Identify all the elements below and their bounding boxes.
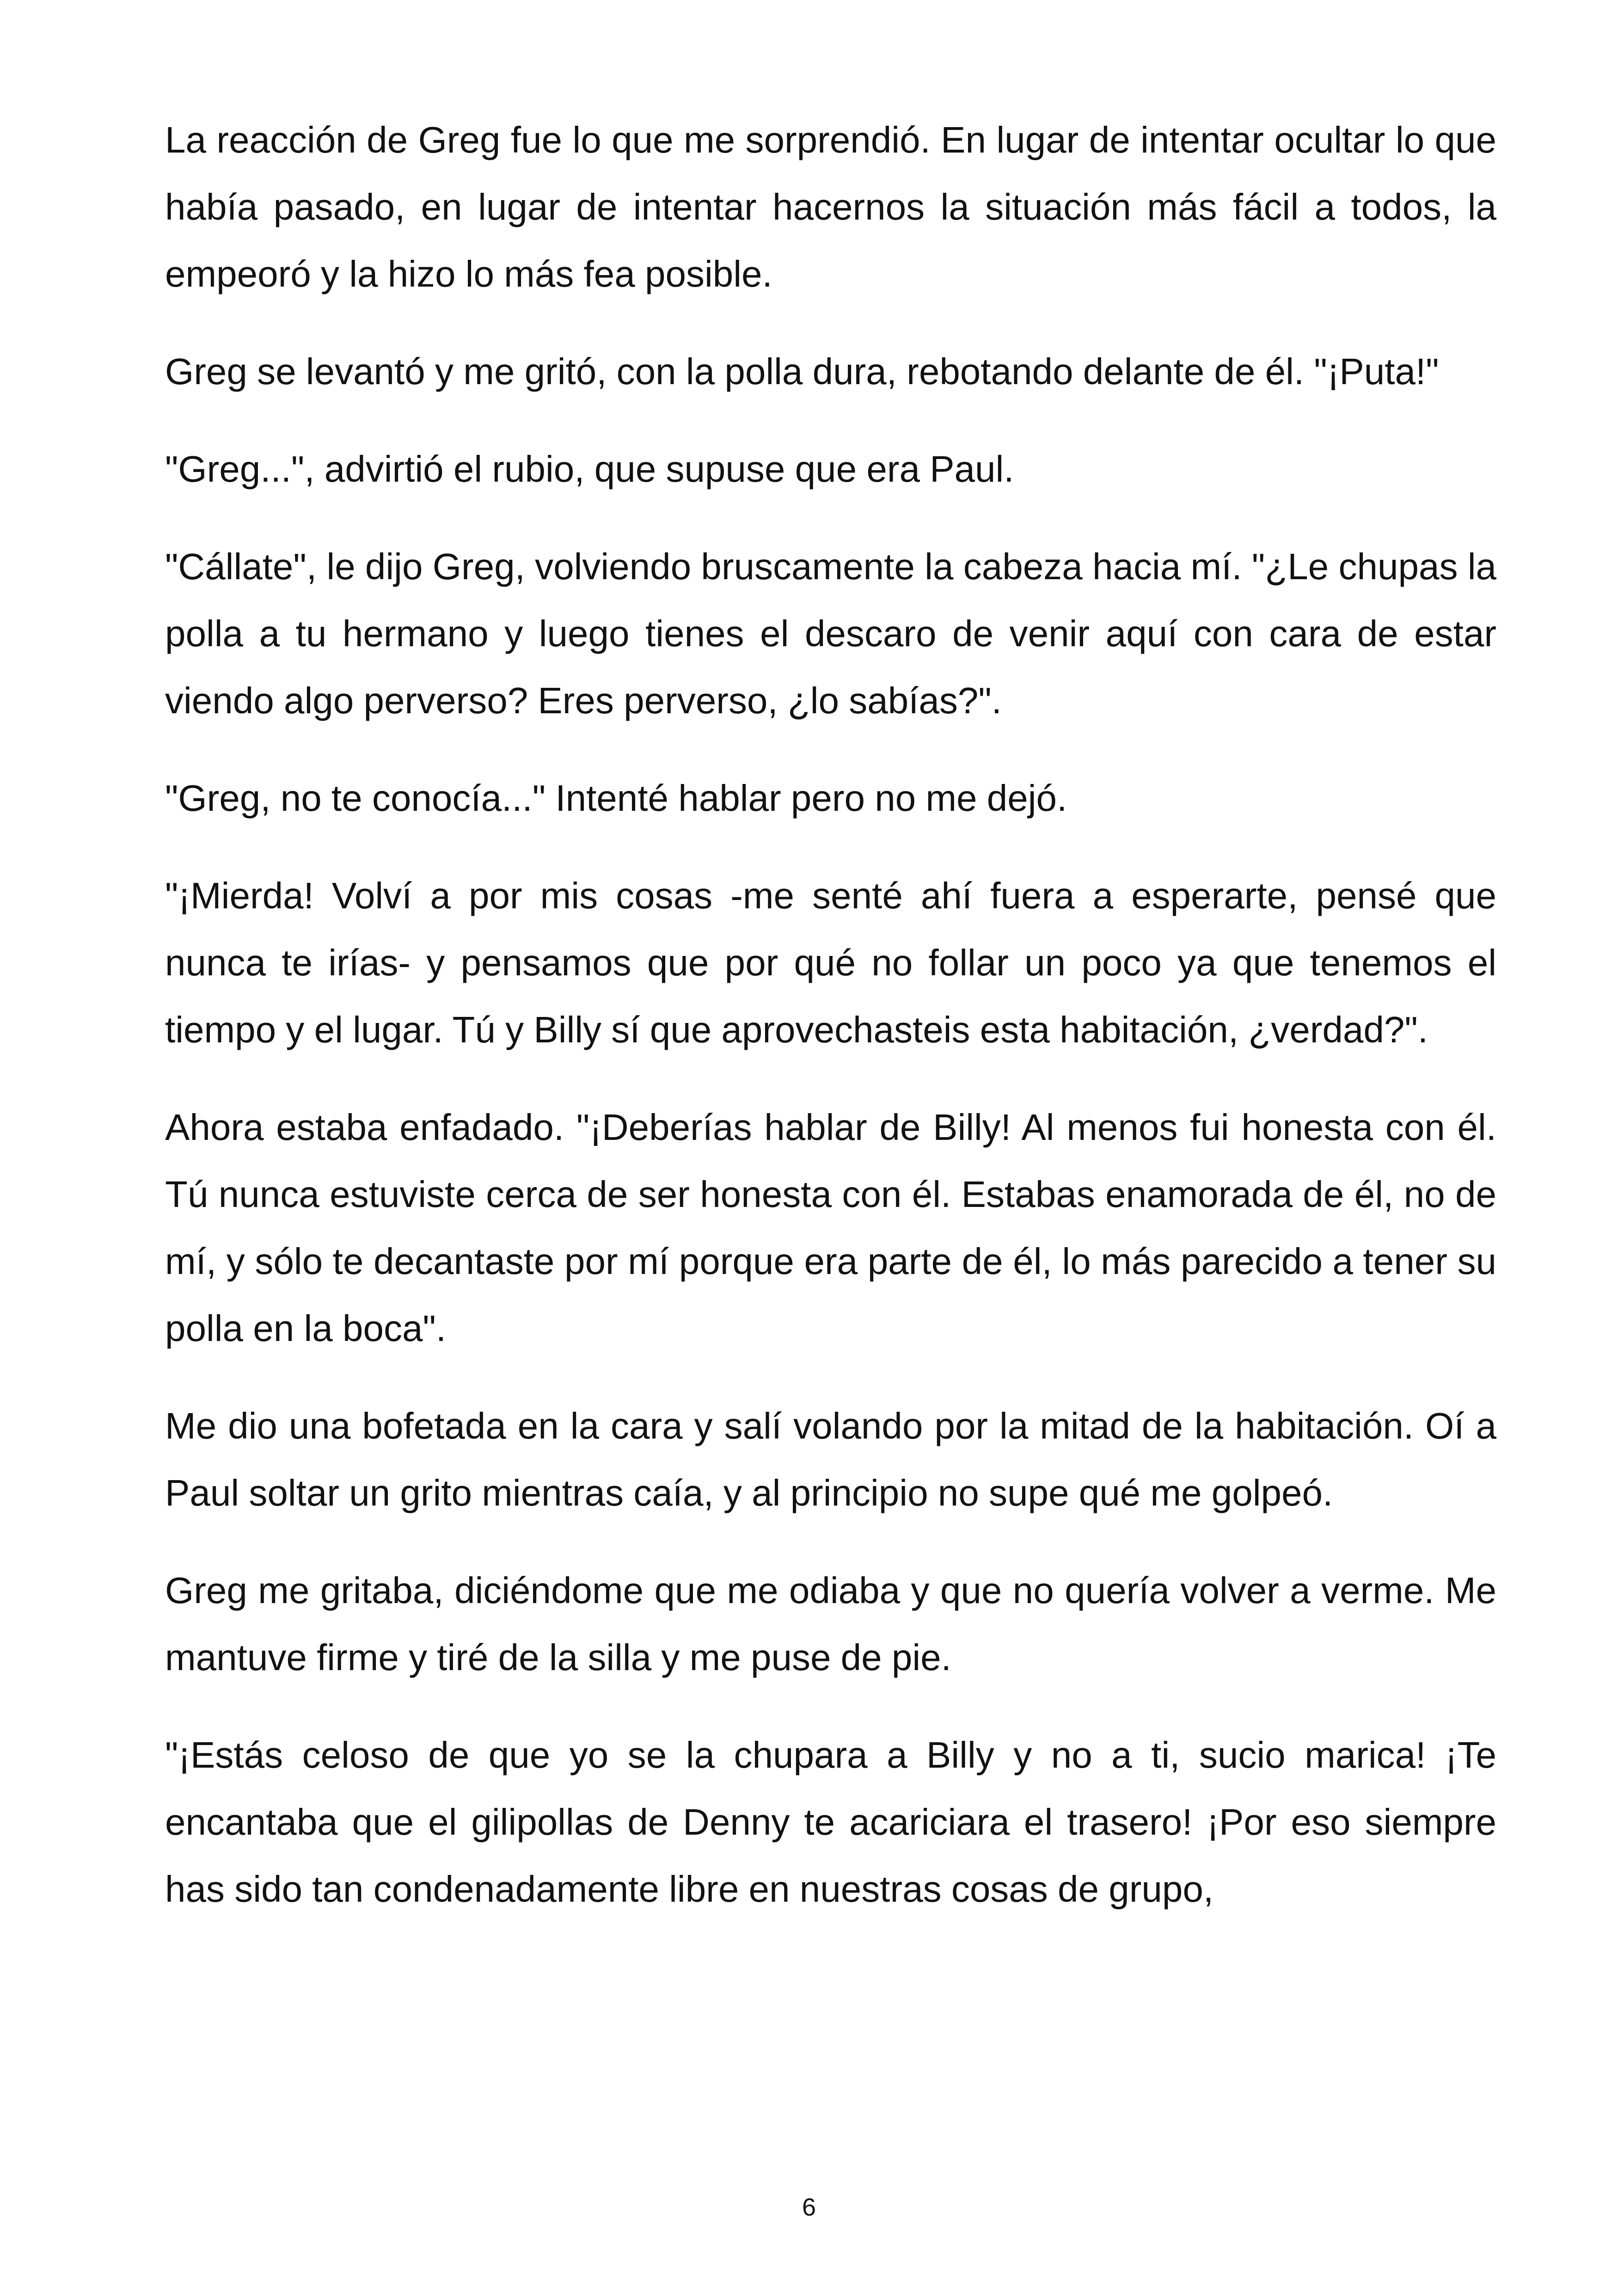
paragraph-9: Greg me gritaba, diciéndome que me odiaba y que no quería volver a verme. Me mantuve firme y tiré de la silla y me puse de pie. (165, 1570, 1496, 1678)
paragraph-6: "¡Mierda! Volví a por mis cosas -me senté ahí fuera a esperarte, pensé que nunca te irías- y pensamos que por qué no follar un poco ya que tenemos el tiempo y el lugar. Tú y Billy sí que aprovechasteis esta habitación, ¿verdad?". (165, 875, 1496, 1050)
paragraph-8: Me dio una bofetada en la cara y salí volando por la mitad de la habitación. Oí a Paul soltar un grito mientras caía, y al principio no supe qué me golpeó. (165, 1405, 1496, 1513)
paragraph-10: "¡Estás celoso de que yo se la chupara a Billy y no a ti, sucio marica! ¡Te encantaba que el gilipollas de Denny te acariciara el trasero! ¡Por eso siempre has sido tan condenadamente libre en nuestras cosas de grupo, (165, 1734, 1496, 1910)
page-body (165, 106, 1496, 1953)
page-number: 6 (802, 2193, 816, 2221)
paragraph-3: "Greg...", advirtió el rubio, que supuse que era Paul. (165, 448, 1014, 490)
paragraph-7: Ahora estaba enfadado. "¡Deberías hablar de Billy! Al menos fui honesta con él. Tú nunca estuviste cerca de ser honesta con él. Estabas enamorada de él, no de mí, y sólo te decantaste por mí porque era parte de él, lo más parecido a tener su polla en la boca". (165, 1107, 1496, 1349)
paragraph-2: Greg se levantó y me gritó, con la polla dura, rebotando delante de él. "¡Puta!" (165, 351, 1439, 392)
paragraph-1: La reacción de Greg fue lo que me sorprendió. En lugar de intentar ocultar lo que había pasado, en lugar de intentar hacernos la situación más fácil a todos, la empeoró y la hizo lo más fea posible. (165, 119, 1496, 294)
paragraph-4: "Cállate", le dijo Greg, volviendo bruscamente la cabeza hacia mí. "¿Le chupas la polla a tu hermano y luego tienes el descaro de venir aquí con cara de estar viendo algo perverso? Eres perverso, ¿lo sabías?". (165, 546, 1496, 721)
paragraph-5: "Greg, no te conocía..." Intenté hablar pero no me dejó. (165, 778, 1067, 819)
